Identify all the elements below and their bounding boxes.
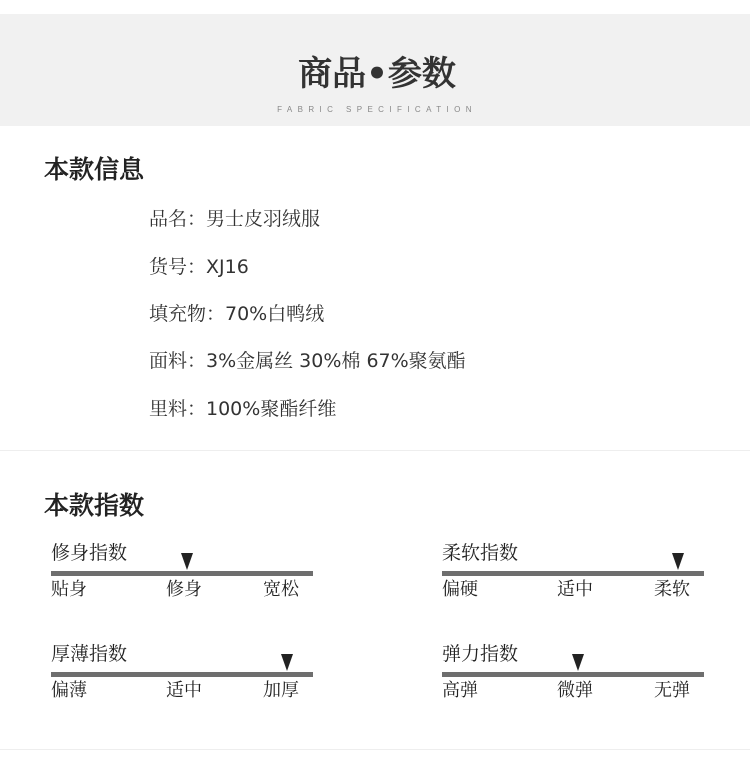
scale-bar — [51, 571, 313, 576]
scale-label-high: 柔软 — [654, 579, 690, 600]
section-divider — [0, 450, 750, 451]
scale-label-mid: 适中 — [166, 680, 202, 701]
scale-label-high: 宽松 — [263, 579, 299, 600]
scale-bar — [442, 672, 704, 677]
scale-label-mid: 微弹 — [557, 680, 593, 701]
scale-label-low: 偏薄 — [51, 680, 87, 701]
fit-index-scale — [51, 541, 313, 621]
scale-name: 厚薄指数 — [51, 643, 128, 665]
info-row-fabric: 面料：3%金属丝 30%棉 67%聚氨酯 — [149, 350, 466, 372]
elasticity-index-scale — [442, 642, 704, 722]
scale-label-low: 贴身 — [51, 579, 87, 600]
scale-marker-icon — [572, 654, 584, 671]
scale-bar — [442, 571, 704, 576]
scale-marker-icon — [281, 654, 293, 671]
info-row-filling: 填充物：70%白鸭绒 — [149, 303, 325, 325]
thickness-index-scale — [51, 642, 313, 722]
page-header — [0, 14, 750, 126]
scale-name: 修身指数 — [51, 542, 128, 564]
softness-index-scale — [442, 541, 704, 621]
bottom-divider — [0, 749, 750, 750]
info-row-product-name: 品名：男士皮羽绒服 — [149, 208, 321, 230]
scale-name: 弹力指数 — [442, 643, 519, 665]
indices-heading: 本款指数 — [44, 491, 145, 520]
scale-label-high: 加厚 — [263, 680, 299, 701]
scale-name: 柔软指数 — [442, 542, 519, 564]
scale-marker-icon — [672, 553, 684, 570]
page-title: 商品•参数 — [298, 54, 456, 94]
info-row-lining: 里料：100%聚酯纤维 — [149, 398, 337, 420]
product-info-heading: 本款信息 — [44, 155, 145, 184]
scale-label-low: 偏硬 — [442, 579, 478, 600]
page-subtitle: FABRIC SPECIFICATION — [277, 105, 477, 114]
scale-label-mid: 修身 — [166, 579, 202, 600]
scale-marker-icon — [181, 553, 193, 570]
info-row-item-number: 货号：XJ16 — [149, 256, 249, 278]
scale-label-mid: 适中 — [557, 579, 593, 600]
scale-bar — [51, 672, 313, 677]
scale-label-low: 高弹 — [442, 680, 478, 701]
scale-label-high: 无弹 — [654, 680, 690, 701]
